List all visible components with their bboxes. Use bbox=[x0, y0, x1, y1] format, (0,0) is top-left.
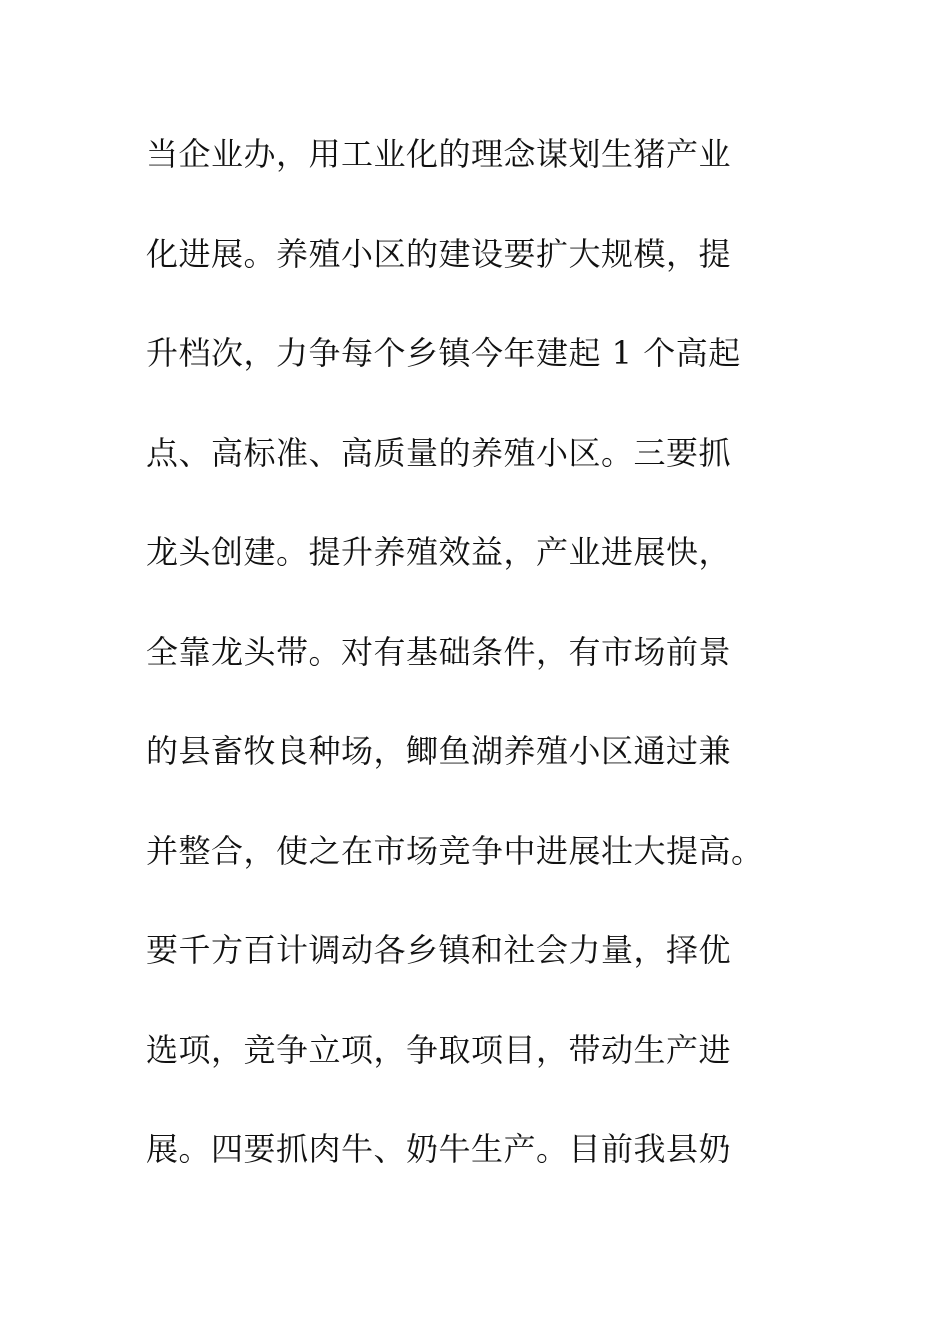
text-line-4: 点、高标准、高质量的养殖小区。三要抓 bbox=[146, 433, 732, 472]
text-line-10: 选项，竞争立项，争取项目，带动生产进 bbox=[146, 1030, 732, 1069]
text-line-11: 展。四要抓肉牛、奶牛生产。目前我县奶 bbox=[146, 1130, 732, 1168]
text-line-1: 当企业办，用工业化的理念谋划生猪产业 bbox=[146, 135, 732, 173]
body-text bbox=[146, 124, 866, 1219]
text-line-9: 要千方百计调动各乡镇和社会力量，择优 bbox=[146, 931, 732, 969]
text-line-3: 升档次，力争每个乡镇今年建起 1 个高起 bbox=[146, 334, 741, 372]
text-line-7: 的县畜牧良种场，鲫鱼湖养殖小区通过兼 bbox=[146, 732, 732, 770]
text-line-2: 化进展。养殖小区的建设要扩大规模，提 bbox=[146, 234, 732, 273]
text-line-8: 并整合，使之在市场竞争中进展壮大提高。 bbox=[146, 831, 764, 870]
text-line-6: 全靠龙头带。对有基础条件，有市场前景 bbox=[146, 632, 732, 671]
text-line-5: 龙头创建。提升养殖效益，产业进展快， bbox=[146, 533, 732, 571]
